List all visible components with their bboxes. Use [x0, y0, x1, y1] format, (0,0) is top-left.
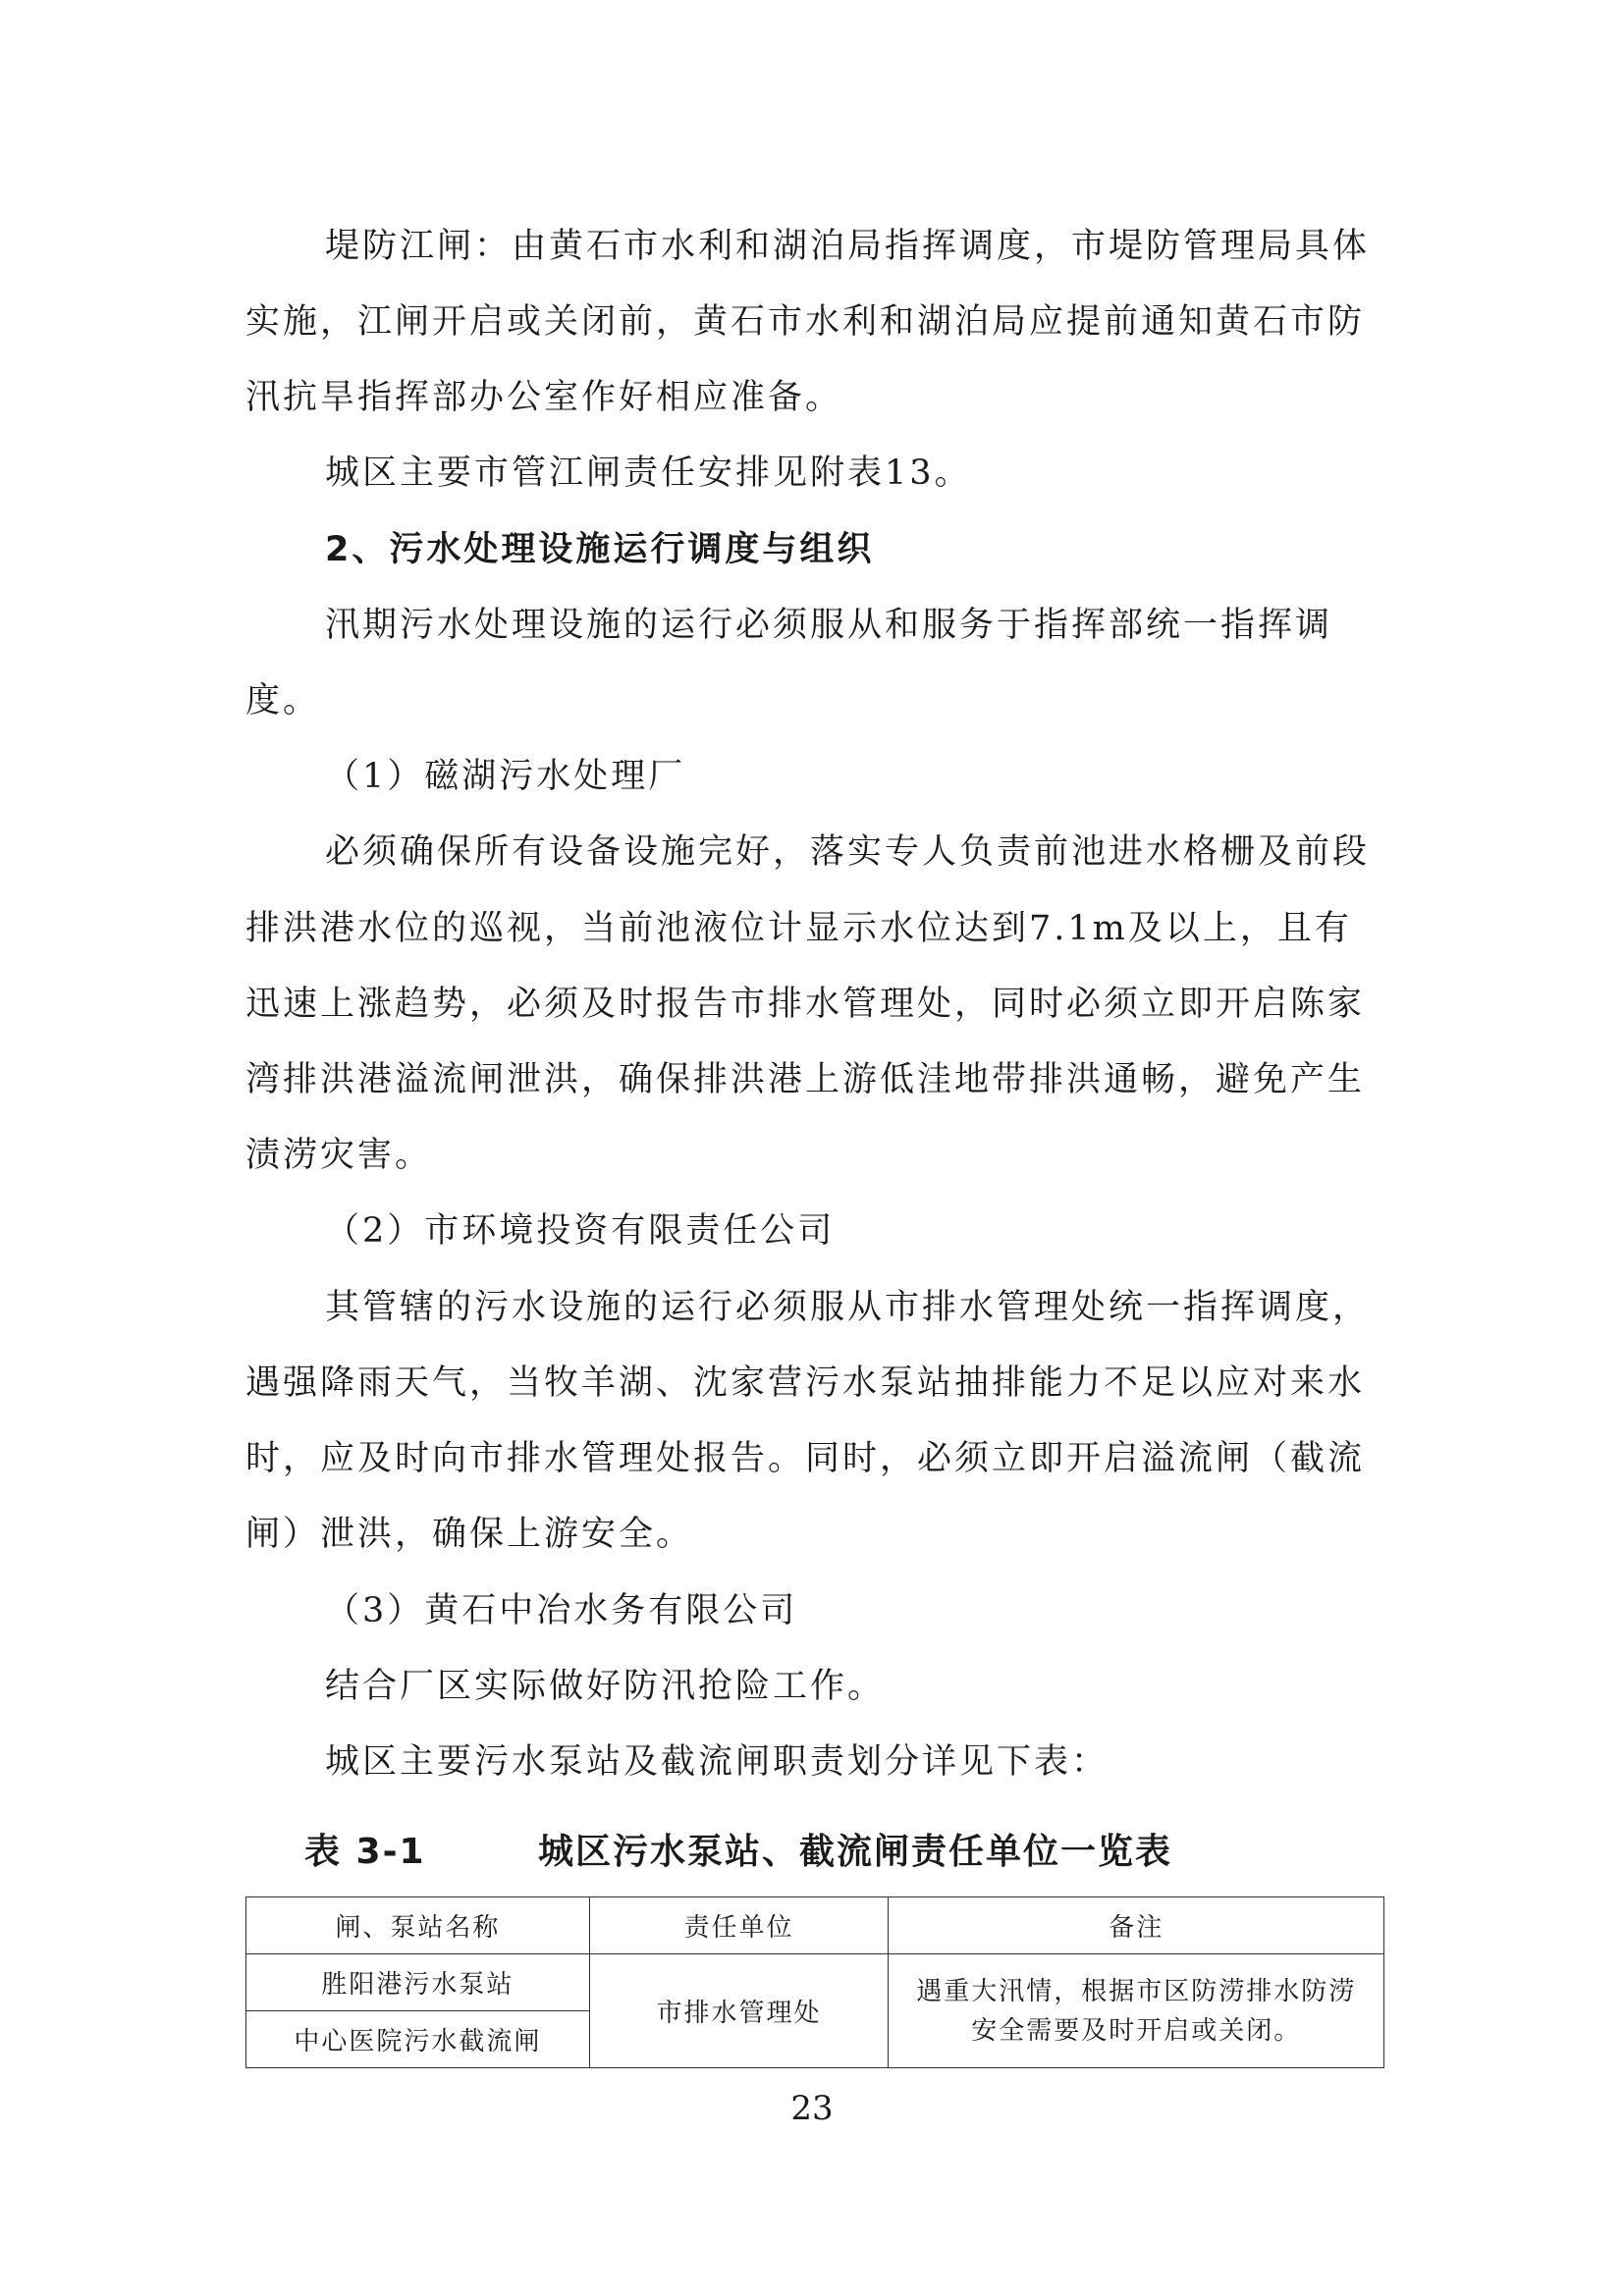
- paragraph-line: 迅速上涨趋势，必须及时报告市排水管理处，同时必须立即开启陈家: [245, 985, 1366, 1024]
- note-line: 遇重大汛情，根据市区防涝排水防涝: [916, 1976, 1357, 2006]
- subsection-heading: （3）黄石中冶水务有限公司: [325, 1591, 798, 1630]
- paragraph-line: 闸）泄洪，确保上游安全。: [245, 1515, 694, 1554]
- header-unit: 责任单位: [589, 1897, 889, 1954]
- subsection-heading: （2）市环境投资有限责任公司: [325, 1211, 836, 1251]
- paragraph-line: 渍涝灾害。: [245, 1136, 433, 1175]
- paragraph-line: 汛抗旱指挥部办公室作好相应准备。: [245, 378, 843, 417]
- responsible-unit: 市排水管理处: [589, 1954, 889, 2068]
- paragraph-line: 必须确保所有设备设施完好，落实专人负责前池进水格栅及前段: [325, 832, 1371, 872]
- paragraph-line: 堤防江闸：由黄石市水利和湖泊局指挥调度，市堤防管理局具体: [325, 227, 1371, 266]
- paragraph-line: 结合厂区实际做好防汛抢险工作。: [325, 1667, 886, 1706]
- station-name: 中心医院污水截流闸: [246, 2011, 590, 2068]
- paragraph-line: 城区主要污水泵站及截流闸职责划分详见下表：: [325, 1742, 1110, 1782]
- note-line: 安全需要及时开启或关闭。: [971, 2015, 1302, 2046]
- paragraph-line: 汛期污水处理设施的运行必须服从和服务于指挥部统一指挥调: [325, 606, 1333, 645]
- page-number: 23: [790, 2089, 834, 2128]
- table-row: [246, 1954, 1384, 2011]
- paragraph-line: 湾排洪港溢流闸泄洪，确保排洪港上游低洼地带排洪通畅，避免产生: [245, 1060, 1366, 1099]
- paragraph-line: 排洪港水位的巡视，当前池液位计显示水位达到7.1m及以上，且有: [245, 909, 1352, 948]
- paragraph-line: 时，应及时向市排水管理处报告。同时，必须立即开启溢流闸（截流: [245, 1439, 1366, 1478]
- paragraph-line: 实施，江闸开启或关闭前，黄石市水利和湖泊局应提前通知黄石市防: [245, 302, 1366, 342]
- paragraph-line: 度。: [245, 681, 321, 721]
- paragraph-line: 其管辖的污水设施的运行必须服从市排水管理处统一指挥调度，: [325, 1288, 1371, 1327]
- table-title: 城区污水泵站、截流闸责任单位一览表: [538, 1832, 1173, 1872]
- paragraph-line: 遇强降雨天气，当牧羊湖、沈家营污水泵站抽排能力不足以应对来水: [245, 1363, 1366, 1403]
- note-cell: [889, 1954, 1384, 2068]
- paragraph-line: 城区主要市管江闸责任安排见附表13。: [325, 454, 972, 493]
- table-header-row: [246, 1897, 1384, 1954]
- table-number: 表 3-1: [304, 1832, 426, 1872]
- section-heading: 2、污水处理设施运行调度与组织: [325, 530, 875, 569]
- responsibility-table: [245, 1896, 1384, 2068]
- header-note: 备注: [889, 1897, 1384, 1954]
- subsection-heading: （1）磁湖污水处理厂: [325, 757, 686, 796]
- header-name: 闸、泵站名称: [246, 1897, 590, 1954]
- station-name: 胜阳港污水泵站: [246, 1954, 590, 2011]
